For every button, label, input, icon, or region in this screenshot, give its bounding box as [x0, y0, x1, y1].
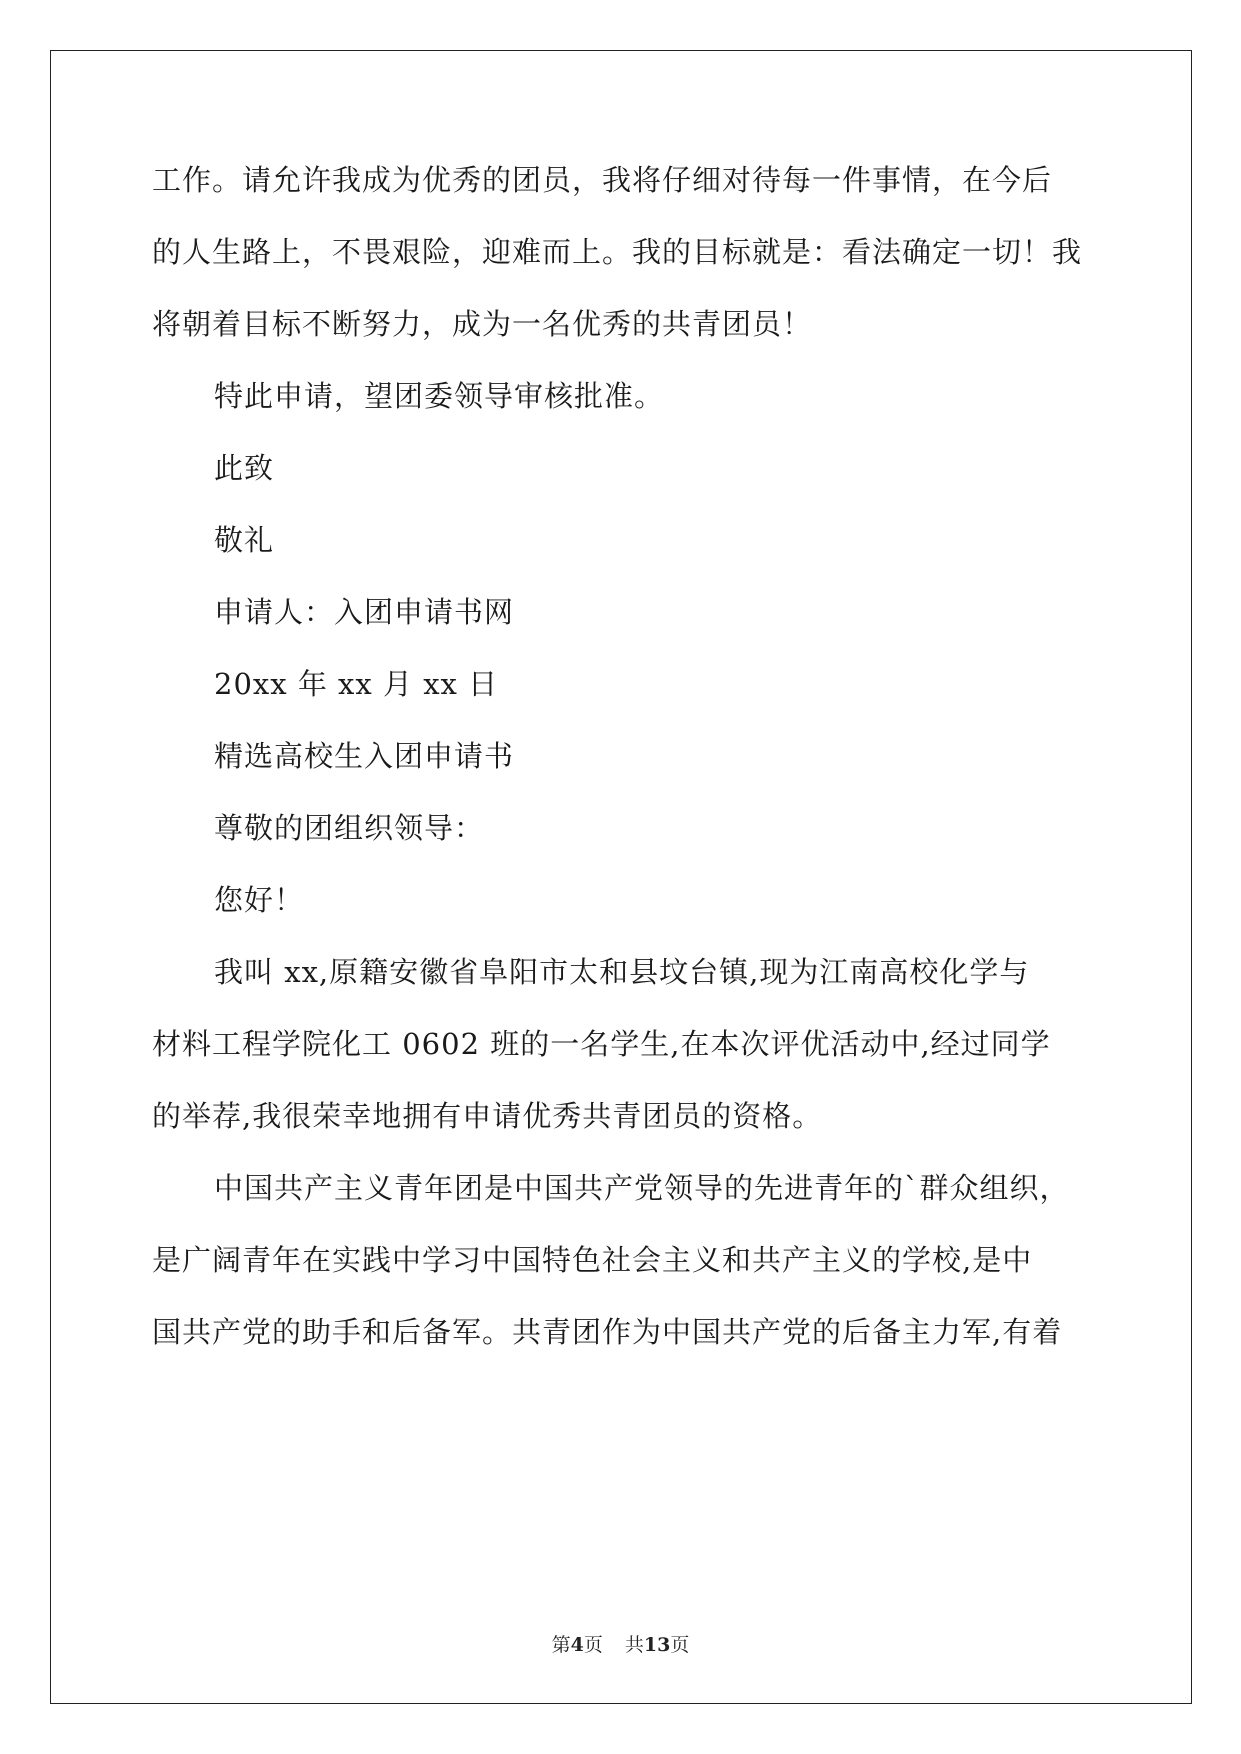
section-title: 精选高校生入团申请书 — [214, 739, 515, 773]
paragraph-line: 将朝着目标不断努力，成为一名优秀的共青团员！ — [152, 307, 813, 341]
paragraph-line: 的人生路上，不畏艰险，迎难而上。我的目标就是：看法确定一切！我 — [152, 235, 1083, 269]
paragraph-line: 我叫 xx,原籍安徽省阜阳市太和县坟台镇,现为江南高校化学与 — [214, 955, 1030, 989]
greeting-line: 尊敬的团组织领导： — [214, 811, 485, 845]
paragraph-line: 中国共产主义青年团是中国共产党领导的先进青年的`群众组织， — [214, 1171, 1070, 1205]
paragraph-line: 国共产党的助手和后备军。共青团作为中国共产党的后备主力军,有着 — [152, 1315, 1063, 1349]
greeting-hello: 您好！ — [214, 883, 305, 917]
paragraph-line: 特此申请，望团委领导审核批准。 — [214, 379, 665, 413]
closing-salutation: 此致 — [214, 451, 275, 485]
applicant-line: 申请人：入团申请书网 — [214, 595, 515, 629]
closing-regards: 敬礼 — [214, 523, 275, 557]
current-page-number: 4 — [570, 1634, 584, 1656]
footer-prefix: 第 — [551, 1634, 571, 1656]
page-footer — [0, 1630, 1241, 1657]
footer-total-suffix: 页 — [670, 1634, 690, 1656]
paragraph-line: 工作。请允许我成为优秀的团员，我将仔细对待每一件事情，在今后 — [152, 163, 1053, 197]
paragraph-line: 材料工程学院化工 0602 班的一名学生,在本次评优活动中,经过同学 — [152, 1027, 1051, 1061]
paragraph-line: 是广阔青年在实践中学习中国特色社会主义和共产主义的学校,是中 — [152, 1243, 1033, 1277]
page-border — [50, 50, 1192, 1704]
footer-total-prefix: 共 — [624, 1634, 644, 1656]
total-page-count: 13 — [643, 1634, 671, 1656]
date-line: 20xx 年 xx 月 xx 日 — [214, 667, 499, 701]
footer-page-suffix: 页 — [583, 1634, 603, 1656]
paragraph-line: 的举荐,我很荣幸地拥有申请优秀共青团员的资格。 — [152, 1099, 823, 1133]
